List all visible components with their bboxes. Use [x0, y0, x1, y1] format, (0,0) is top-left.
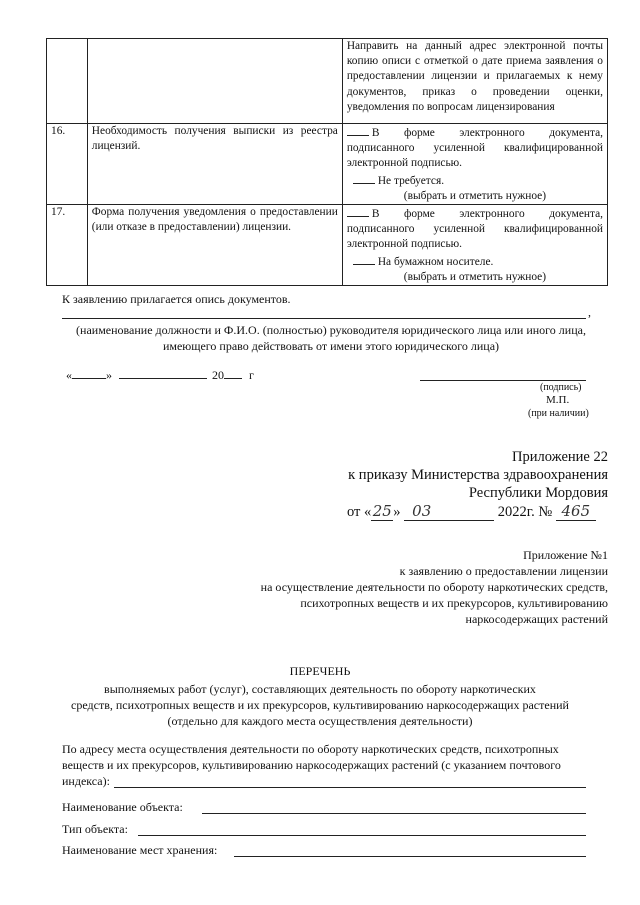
date-line	[66, 368, 254, 383]
head-name-line[interactable]	[62, 318, 586, 319]
option-electronic: В форме электронного документа, подписанного усиленной квалифицированной электронной подписью.	[346, 127, 603, 170]
application-table	[46, 38, 608, 286]
appendix1-line4: наркосодержащих растений	[465, 612, 608, 626]
object-name-line[interactable]	[202, 813, 586, 814]
stamp-label: М.П.	[546, 394, 570, 406]
object-name-label: Наименование объекта:	[62, 800, 183, 814]
option-electronic: В форме электронного документа, подписанного усиленной квалифицированной электронной подписью.	[346, 208, 603, 251]
appendix1-line1: к заявлению о предоставлении лицензии	[399, 564, 608, 578]
row-number: 16.	[47, 124, 88, 205]
address-line3: индекса):	[62, 774, 110, 788]
table-row	[47, 124, 608, 205]
day-blank[interactable]	[72, 378, 106, 379]
checkbox-blank[interactable]	[353, 253, 375, 265]
month-blank[interactable]	[119, 378, 207, 379]
date-close-quote: »	[106, 368, 112, 382]
head-caption: (наименование должности и Ф.И.О. (полностью) руководителя юридического лица или иного лица, имеющего право действовать от имени этого юридического лица)	[76, 323, 586, 353]
row-number: 17.	[47, 205, 88, 286]
checkbox-blank[interactable]	[347, 205, 369, 217]
list-line3: (отдельно для каждого места осуществления деятельности)	[167, 714, 473, 728]
row-number-cell	[47, 39, 88, 124]
email-copy-text: Направить на данный адрес электронной почты копию описи с отметкой о дате приема заявления о предоставлении лицензии и прилагаемых к нему документов, приказ о проведении оценки, уведомления по вопросам лицензирования	[342, 39, 607, 124]
appendix22-date	[347, 502, 596, 521]
row-options	[342, 124, 607, 205]
appendix22-title: Приложение 22	[512, 449, 608, 465]
year-prefix: 20	[212, 368, 224, 382]
signature-caption: (подпись)	[540, 382, 582, 393]
address-line2: веществ и их прекурсоров, культивированию наркосодержащих растений (с указанием почтового	[62, 758, 561, 772]
appendix1-line3: психотропных веществ и их прекурсоров, культивированию	[300, 596, 608, 610]
address-line1: По адресу места осуществления деятельности по обороту наркотических средств, психотропных	[62, 742, 559, 756]
table-row	[47, 39, 608, 124]
option-hint: (выбрать и отметить нужное)	[403, 270, 547, 283]
row-options	[342, 205, 607, 286]
appendix1-title: Приложение №1	[523, 548, 608, 562]
list-line2: средств, психотропных веществ и их прекурсоров, культивированию наркосодержащих растений	[71, 698, 569, 712]
appendix22-line2: Республики Мордовия	[468, 485, 608, 501]
option-not-required: Не требуется.	[377, 174, 445, 187]
checkbox-blank[interactable]	[353, 172, 375, 184]
year-suffix: г	[249, 368, 254, 382]
storage-name-label: Наименование мест хранения:	[62, 843, 218, 857]
option-paper: На бумажном носителе.	[377, 255, 494, 268]
list-line1: выполняемых работ (услуг), составляющих деятельность по обороту наркотических	[104, 682, 536, 696]
signature-line[interactable]	[420, 380, 586, 381]
checkbox-blank[interactable]	[347, 124, 369, 136]
date-open-quote: «	[66, 368, 72, 382]
storage-name-line[interactable]	[234, 856, 586, 857]
address-input-line[interactable]	[114, 787, 586, 788]
table-row	[47, 205, 608, 286]
date-close: »	[393, 504, 401, 520]
appendix1-line2: на осуществление деятельности по обороту наркотических средств,	[260, 580, 608, 594]
row-question: Необходимость получения выписки из реестра лицензий.	[87, 124, 342, 205]
comma: ,	[588, 305, 591, 319]
appendix22-line1: к приказу Министерства здравоохранения	[348, 467, 608, 483]
list-heading: ПЕРЕЧЕНЬ	[289, 664, 351, 678]
row-question-cell	[87, 39, 342, 124]
order-year: 2022г. №	[497, 504, 553, 520]
order-month: 03	[404, 502, 494, 521]
object-type-line[interactable]	[138, 835, 586, 836]
row-question: Форма получения уведомления о предоставлении (или отказе в предоставлении) лицензии.	[87, 205, 342, 286]
order-number: 465	[556, 502, 596, 521]
year-blank[interactable]	[224, 378, 242, 379]
object-type-label: Тип объекта:	[62, 822, 128, 836]
stamp-note: (при наличии)	[528, 408, 589, 419]
attachment-note: К заявлению прилагается опись документов.	[62, 292, 291, 306]
order-day: 25	[372, 502, 392, 520]
date-prefix: от «	[347, 504, 372, 520]
option-hint: (выбрать и отметить нужное)	[403, 189, 547, 202]
